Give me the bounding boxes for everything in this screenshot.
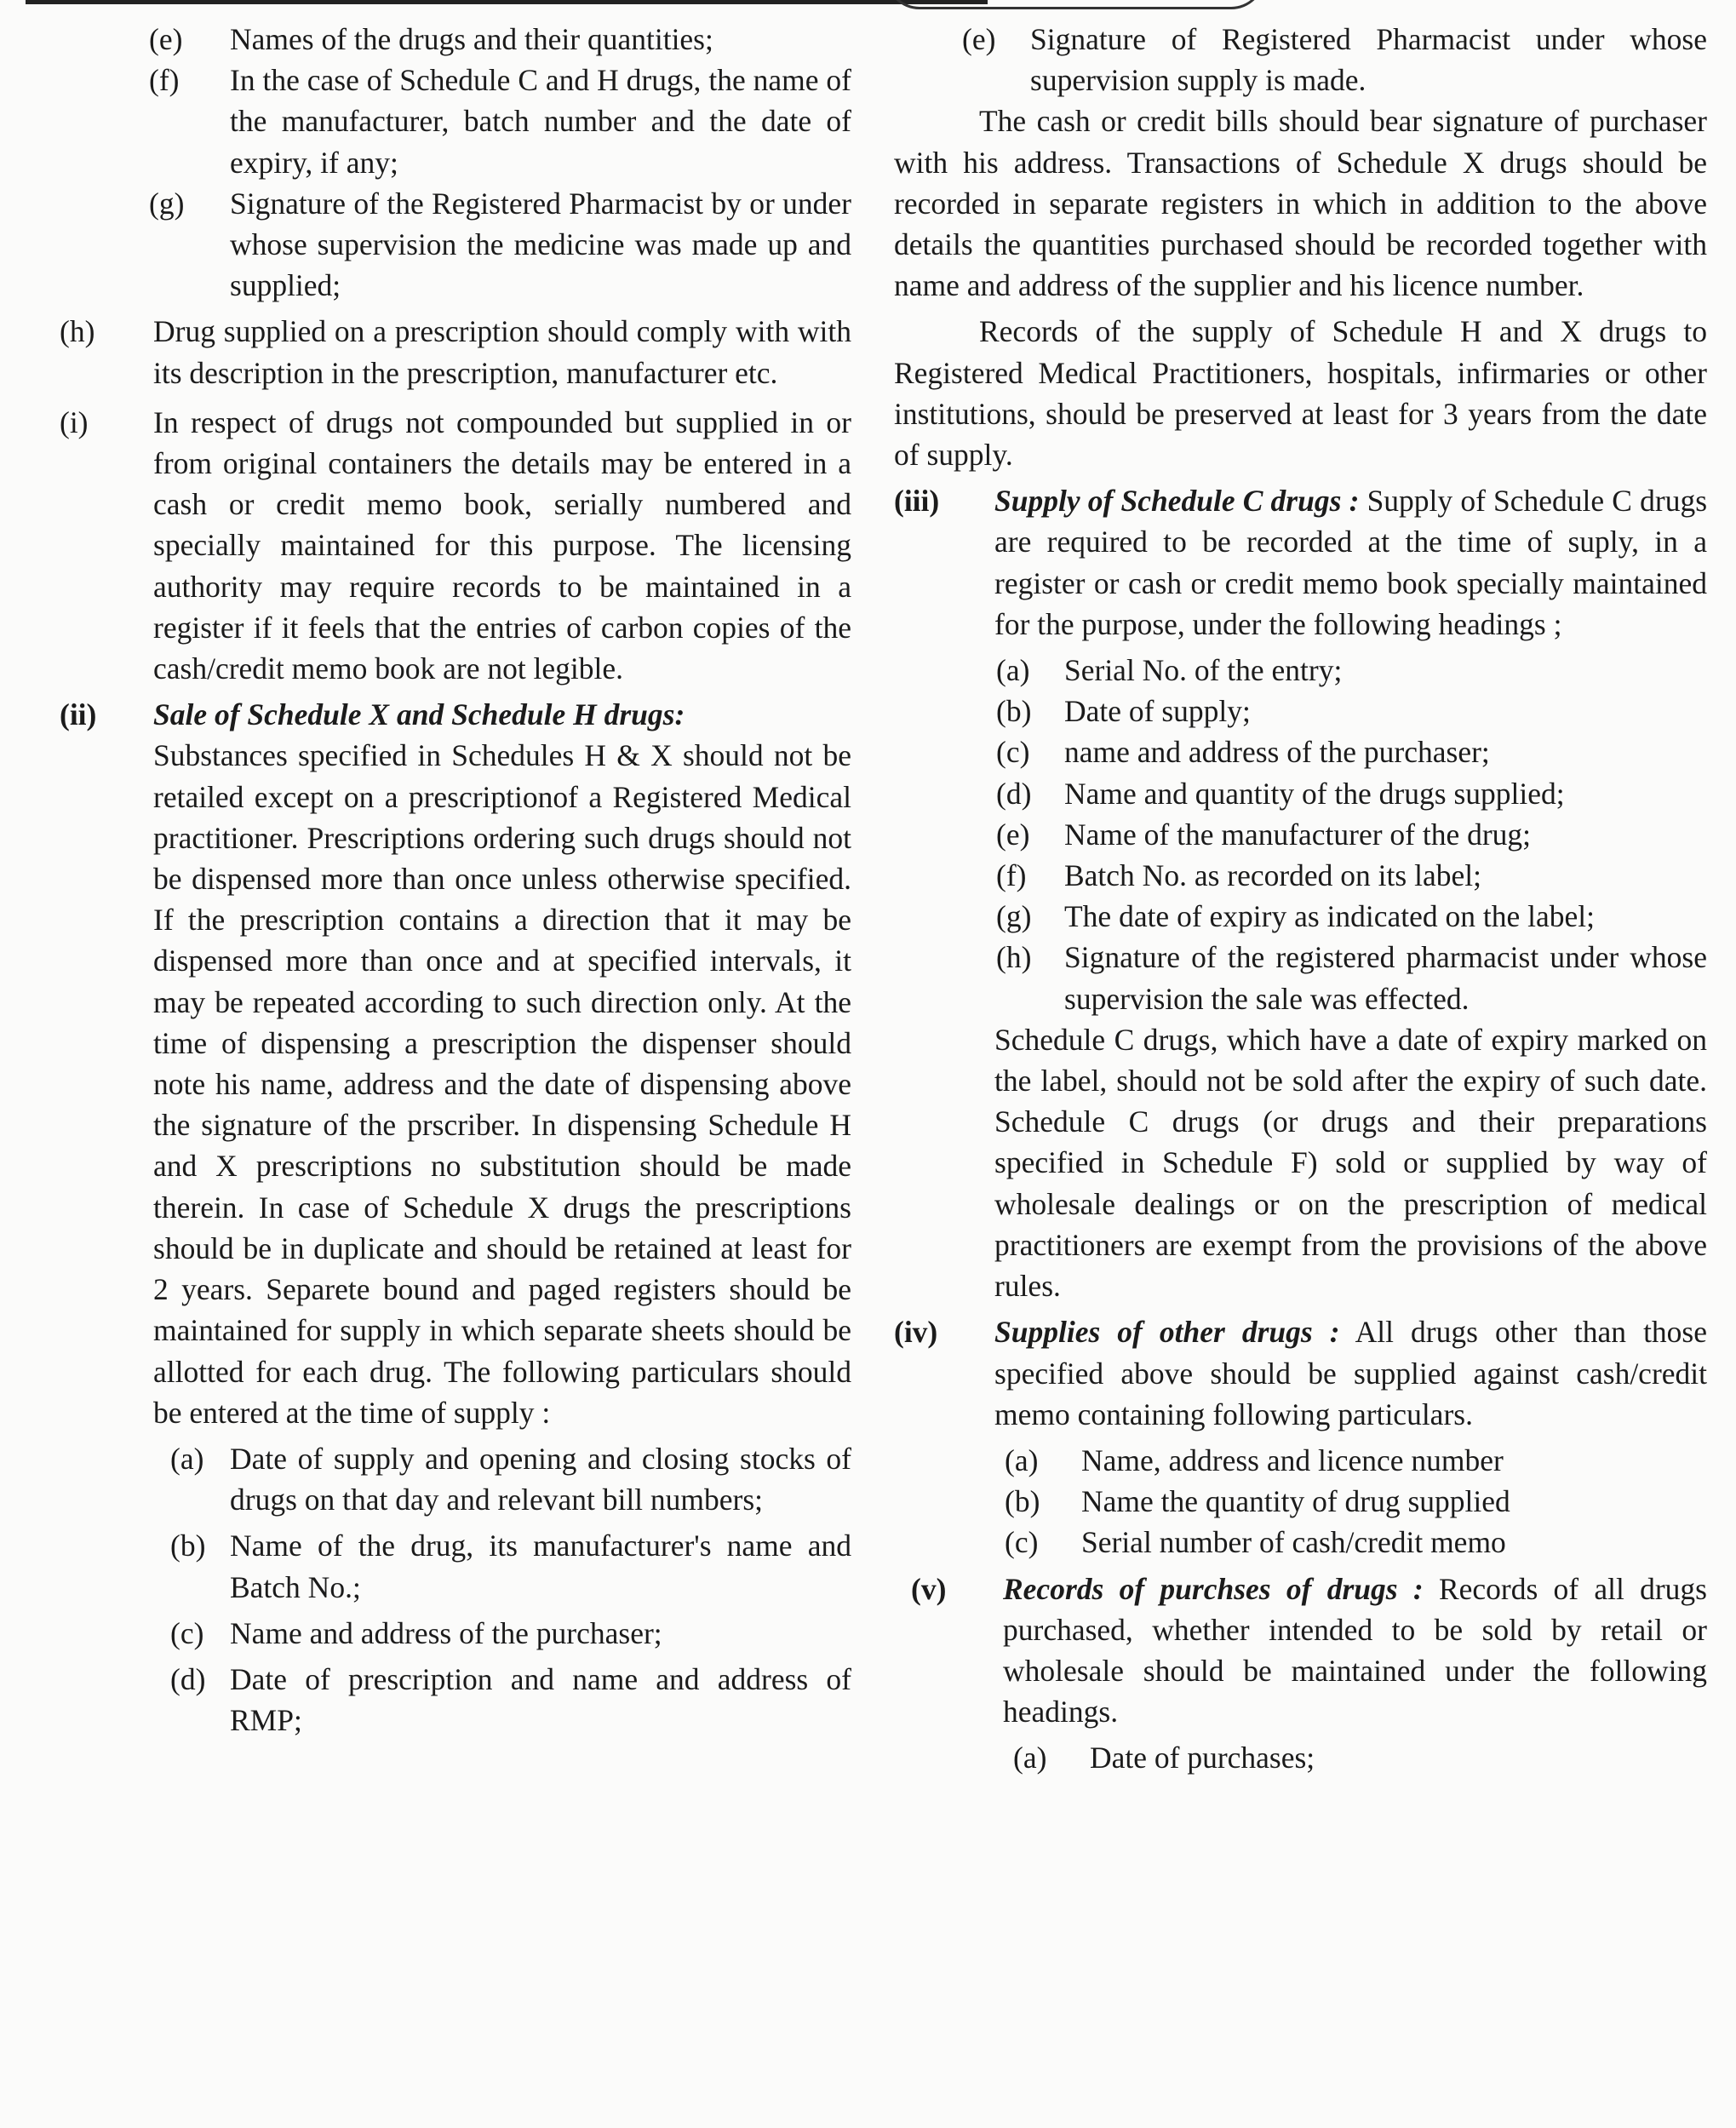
list-item: (g) The date of expiry as indicated on the label; — [996, 899, 1595, 934]
paragraph: Records of the supply of Schedule H and X drugs to Registered Medical Practitioners, hospitals, infirmaries or other institutions, should be preserved at least for 3 years from the date of supply. — [894, 314, 1707, 473]
section-v-body: Records of all drugs purchased, whether intended to be sold by retail or wholesale should be maintained under the following headings. — [1003, 1571, 1707, 1729]
list-item: (f) Batch No. as recorded on its label; — [996, 858, 1481, 893]
section-v-heading: Records of purchses of drugs : — [1003, 1571, 1424, 1606]
list-item: (d) Name and quantity of the drugs supplied; — [996, 776, 1565, 811]
top-rule — [26, 0, 988, 4]
left-column — [60, 19, 851, 1741]
clause-i: (i) In respect of drugs not compounded but supplied in or from original containers the details may be entered in a cash or credit memo book, serially numbered and specially maintained for this purpose. The licensing authority may require records to be maintained in a register if it feels that the entries of carbon copies of the cash/credit memo book are not legible. — [60, 404, 851, 686]
section-iv-body: All drugs other than those specified above should be supplied against cash/credit memo containing following particulars. — [994, 1315, 1707, 1431]
list-item: (e) Names of the drugs and their quantities; — [149, 22, 713, 56]
list-item: (d) Date of prescription and name and address of RMP; — [170, 1661, 851, 1738]
paragraph: The cash or credit bills should bear signature of purchaser with his address. Transactions of Schedule X drugs should be recorded in separate registers in which in addition to the above details the quantities purchased should be recorded together with name and address of the supplier and his licence number. — [894, 104, 1707, 303]
list-item: (a) Date of purchases; — [1013, 1741, 1315, 1775]
list-item: (a) Serial No. of the entry; — [996, 653, 1343, 688]
section-ii-body: Substances specified in Schedules H & X should not be retailed except on a prescriptionof a Registered Medical practitioner. Prescriptions ordering such drugs should not be dispensed more than once unless otherwise specified. If the prescription contains a direction that it may be dispensed more than once and at specified intervals, it may be repeated according to such direction only. At the time of dispensing a prescription the dispenser should note his name, address and the date of dispensing above the signature of the prscriber. In dispensing Schedule H and X prescriptions no substitution should be made therein. In case of Schedule X drugs the prescriptions should be in duplicate and should be retained at least for 2 years. Separete bound and paged registers should be maintained for supply in which separate sheets should be allotted for each drug. The following particulars should be entered at the time of supply : — [153, 738, 851, 1430]
section-v: (v) Records of purchses of drugs : Records of all drugs purchased, whether intended to be sold by retail or wholesale should be maintained under the following headings. — [911, 1571, 1707, 1729]
list-item: (e) Name of the manufacturer of the drug; — [996, 817, 1532, 852]
list-item: (c) Serial number of cash/credit memo — [1005, 1525, 1506, 1560]
section-iii-body: Supply of Schedule C drugs are required to be recorded at the time of suply, in a register or cash or credit memo book specially maintained for the purpose, under the following headings ; — [994, 484, 1708, 641]
list-item: (a) Name, address and licence number — [1005, 1443, 1504, 1477]
section-ii-heading: Sale of Schedule X and Schedule H drugs: — [153, 697, 685, 732]
clause-h: (h) Drug supplied on a prescription should comply with with its description in the prescription, manufacturer etc. — [60, 314, 851, 390]
section-iv-heading: Supplies of other drugs : — [994, 1315, 1340, 1350]
right-column — [894, 19, 1707, 1779]
header-arc-decoration — [885, 0, 1265, 9]
section-iii-heading: Supply of Schedule C drugs : — [994, 484, 1360, 519]
list-item: (a) Date of supply and opening and closing stocks of drugs on that day and relevant bill numbers; — [170, 1441, 851, 1517]
list-item: (b) Name of the drug, its manufacturer's name and Batch No.; — [170, 1529, 851, 1604]
section-iii: (iii) Supply of Schedule C drugs : Supply of Schedule C drugs are required to be recorded at the time of suply, in a register or cash or credit memo book specially maintained for the purpose, under the following headings ; — [894, 484, 1708, 641]
section-iii-closing: Schedule C drugs, which have a date of expiry marked on the label, should not be sold after the expiry of such date. Schedule C drugs (or drugs and their preparations specified in Schedule F) sold or supplied by way of wholesale dealings or on the prescription of medical practitioners are exempt from the provisions of the above rules. — [994, 1022, 1707, 1304]
section-iv: (iv) Supplies of other drugs : All drugs other than those specified above should be supplied against cash/credit memo containing following particulars. — [894, 1315, 1707, 1431]
section-ii: (ii) Sale of Schedule X and Schedule H drugs: Substances specified in Schedules H & X should not be retailed except on a prescriptionof a Registered Medical practitioner. Prescriptions ordering such drugs should not be dispensed more than once unless otherwise specified. If the prescription contains a direction that it may be dispensed more than once and at specified intervals, it may be repeated according to such direction only. At the time of dispensing a prescription the dispenser should note his name, address and the date of dispensing above the signature of the prscriber. In dispensing Schedule H and X prescriptions no substitution should be made therein. In case of Schedule X drugs the prescriptions should be in duplicate and should be retained at least for 2 years. Separete bound and paged registers should be maintained for supply in which separate sheets should be allotted for each drug. The following particulars should be entered at the time of supply : — [60, 694, 851, 1433]
list-item: (f) In the case of Schedule C and H drugs, the name of the manufacturer, batch number and the date of expiry, if any; — [149, 63, 851, 180]
list-item: (c) Name and address of the purchaser; — [170, 1615, 662, 1650]
list-item: (g) Signature of the Registered Pharmacist by or under whose supervision the medicine was made up and supplied; — [149, 186, 851, 303]
list-item: (e) Signature of Registered Pharmacist under whose supervision supply is made. — [962, 22, 1707, 98]
list-item: (b) Name the quantity of drug supplied — [1005, 1484, 1510, 1519]
list-item: (h) Signature of the registered pharmacist under whose supervision the sale was effected. — [996, 940, 1707, 1016]
list-item: (c) name and address of the purchaser; — [996, 735, 1490, 770]
list-item: (b) Date of supply; — [996, 694, 1251, 729]
